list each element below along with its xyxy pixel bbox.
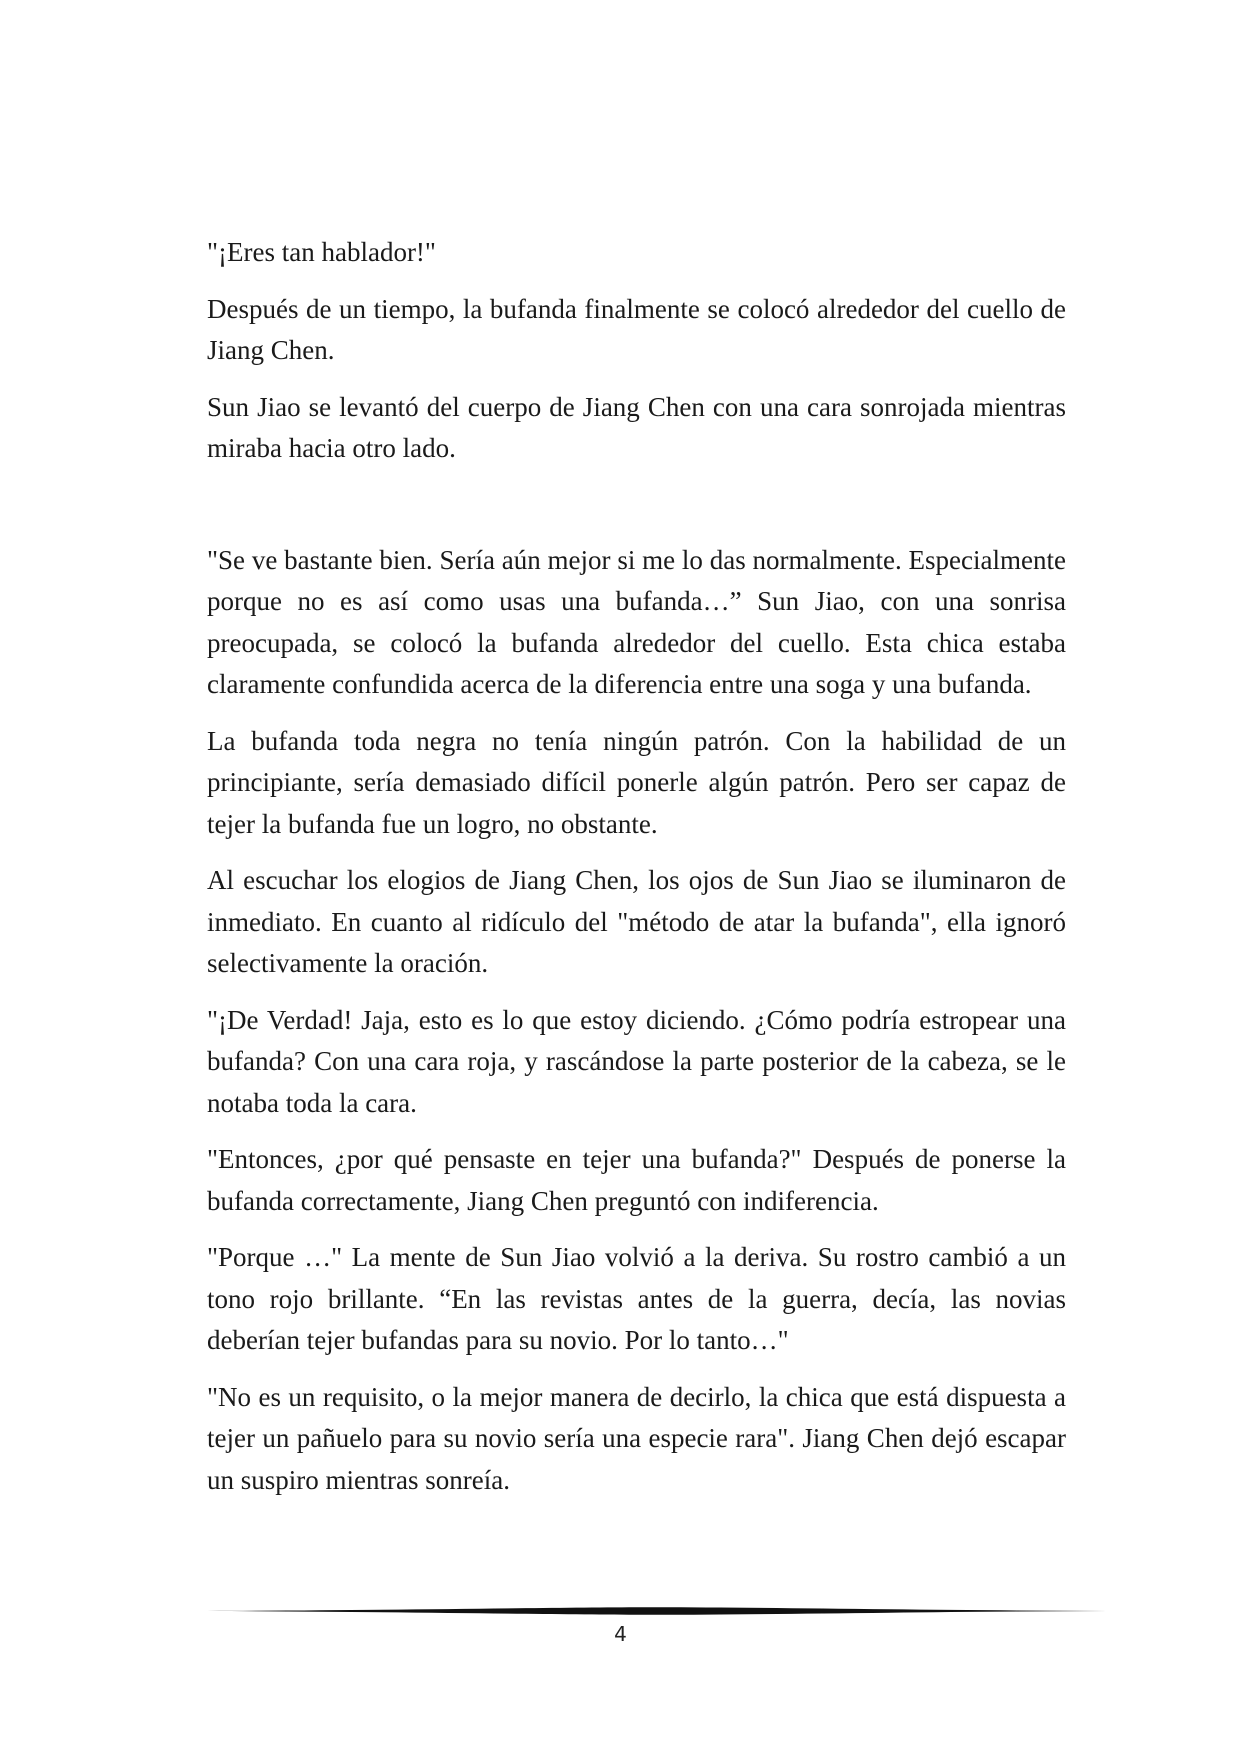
section-break xyxy=(207,485,1066,540)
body-text xyxy=(207,232,1066,1516)
paragraph: "Se ve bastante bien. Sería aún mejor si me lo das normalmente. Especialmente porque no es así como usas una bufanda…” Sun Jiao, con una sonrisa preocupada, se colocó la bufanda alrededor del cuello. Esta chica estaba claramente confundida acerca de la diferencia entre una soga y una bufanda. xyxy=(207,544,1066,699)
paragraph: "¡De Verdad! Jaja, esto es lo que estoy diciendo. ¿Cómo podría estropear una bufanda? Con una cara roja, y rascándose la parte posterior de la cabeza, se le notaba toda la cara. xyxy=(207,1004,1066,1118)
paragraph: "¡Eres tan hablador!" xyxy=(207,237,436,267)
paragraph: Sun Jiao se levantó del cuerpo de Jiang Chen con una cara sonrojada mientras miraba hacia otro lado. xyxy=(207,391,1066,463)
paragraph: "No es un requisito, o la mejor manera de decirlo, la chica que está dispuesta a tejer un pañuelo para su novio sería una especie rara". Jiang Chen dejó escapar un suspiro mientras sonreía. xyxy=(207,1381,1066,1495)
page-number: 4 xyxy=(614,1622,627,1646)
footer-rule xyxy=(207,1605,1107,1617)
paragraph: "Entonces, ¿por qué pensaste en tejer una bufanda?" Después de ponerse la bufanda correctamente, Jiang Chen preguntó con indiferencia. xyxy=(207,1144,1066,1216)
paragraph: La bufanda toda negra no tenía ningún patrón. Con la habilidad de un principiante, sería demasiado difícil ponerle algún patrón. Pero ser capaz de tejer la bufanda fue un logro, no obstante. xyxy=(207,725,1066,839)
paragraph: Al escuchar los elogios de Jiang Chen, los ojos de Sun Jiao se iluminaron de inmediato. En cuanto al ridículo del "método de atar la bufanda", ella ignoró selectivamente la oración. xyxy=(207,865,1066,978)
paragraph: Después de un tiempo, la bufanda finalmente se colocó alrededor del cuello de Jiang Chen. xyxy=(207,293,1066,365)
paragraph: "Porque …" La mente de Sun Jiao volvió a la deriva. Su rostro cambió a un tono rojo brillante. “En las revistas antes de la guerra, decía, las novias deberían tejer bufandas para su novio. Por lo tanto…" xyxy=(207,1242,1066,1355)
